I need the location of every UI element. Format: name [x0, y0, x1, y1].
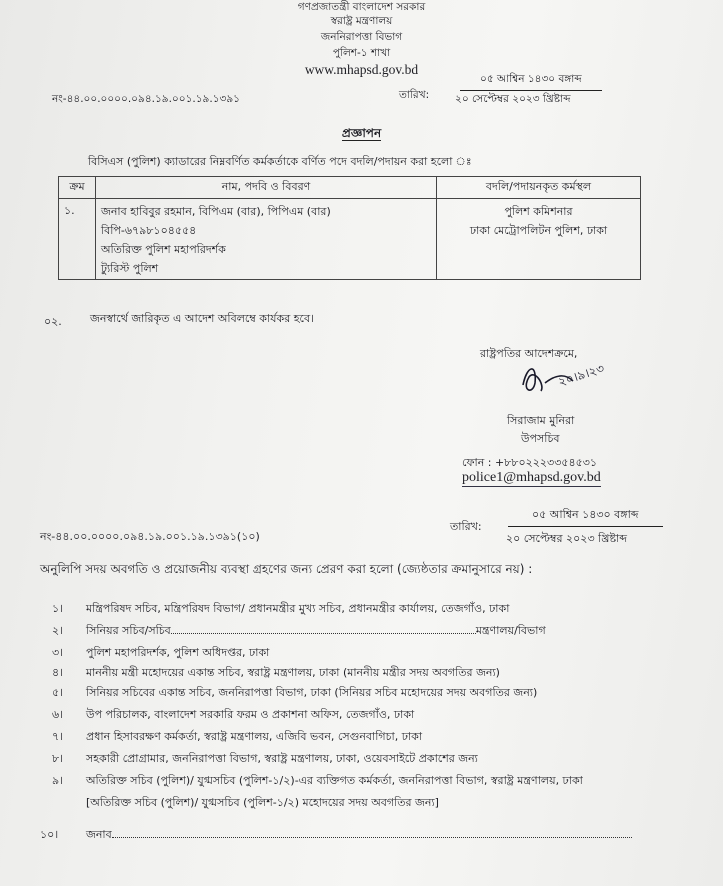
posting-title: পুলিশ কমিশনার: [504, 205, 573, 218]
col-posting: বদলি/পদায়নকৃত কর্মস্থল: [437, 177, 641, 199]
row-serial: ১.: [59, 199, 96, 280]
list-item: ৮। সহকারী প্রোগ্রামার, জননিরাপত্তা বিভাগ, স্বরাষ্ট্র মন্ত্রণালয়, ঢাকা, ওয়েবসাইটে প্রকাশের জন্য: [52, 752, 478, 765]
president-order: রাষ্ট্রপতির আদেশক্রমে,: [480, 347, 578, 360]
transfer-table: [58, 176, 641, 280]
list-item: ১০। জনাব: [40, 826, 632, 845]
para2-number: ০২.: [44, 315, 62, 328]
officer-designation: অতিরিক্ত পুলিশ মহাপরিদর্শক: [101, 243, 226, 256]
header-website[interactable]: www.mhapsd.gov.bd: [304, 62, 419, 77]
copy-memo-number: নং-৪৪.০০.০০০০.০৯৪.১৯.০০১.১৯.১৩৯১(১০): [40, 530, 260, 543]
row-posting: [437, 199, 641, 280]
list-item: ৯। অতিরিক্ত সচিব (পুলিশ)/ যুগ্মসচিব (পুলিশ-১/২)-এর ব্যক্তিগত কর্মকর্তা, জননিরাপত্তা বিভাগ, স্বরাষ্ট্র মন্ত্রণালয়, ঢাকা: [52, 774, 583, 787]
document-title: প্রজ্ঞাপন: [341, 126, 382, 140]
list-item: ৩। পুলিশ মহাপরিদর্শক, পুলিশ অধিদপ্তর, ঢাকা: [52, 646, 270, 659]
date-english: ২০ সেপ্টেম্বর ২০২৩ খ্রিষ্টাব্দ: [455, 93, 571, 105]
list-item: ৬। উপ পরিচালক, বাংলাদেশ সরকারি ফরম ও প্রকাশনা অফিস, তেজগাঁও, ঢাকা: [52, 708, 415, 721]
col-name: নাম, পদবি ও বিবরণ: [96, 177, 437, 199]
date-label: তারিখ:: [399, 89, 430, 101]
signatory-phone: ফোন : +৮৮০২২২৩৩৫৪৫৩১: [462, 456, 598, 469]
signatory-name: সিরাজাম মুনিরা: [507, 414, 575, 427]
intro-text: বিসিএস (পুলিশ) ক্যাডারের নিম্নবর্ণিত কর্মকর্তাকে বর্ণিত পদে বদলি/পদায়ন করা হলো ঃ: [88, 155, 472, 168]
memo-number: নং-৪৪.০০.০০০০.০৯৪.১৯.০০১.১৯.১৩৯১: [52, 93, 240, 105]
list-item: ১। মন্ত্রিপরিষদ সচিব, মন্ত্রিপরিষদ বিভাগ/ প্রধানমন্ত্রীর মুখ্য সচিব, প্রধানমন্ত্রীর কার্যালয়, তেজগাঁও, ঢাকা: [52, 602, 510, 615]
table-header-row: [59, 177, 641, 199]
officer-unit: ট্যুরিস্ট পুলিশ: [101, 262, 159, 275]
para2-text: জনস্বার্থে জারিকৃত এ আদেশ অবিলম্বে কার্যকর হবে।: [90, 312, 315, 325]
officer-id: বিপি-৬৭৯৮১০৪৫৫৪: [101, 224, 197, 237]
header-ministry: স্বরাষ্ট্র মন্ত্রণালয়: [330, 15, 393, 27]
header-branch: পুলিশ-১ শাখা: [332, 47, 391, 59]
copy-date-bangla: ০৫ আশ্বিন ১৪৩০ বঙ্গাব্দ: [508, 506, 663, 527]
signatory-title: উপসচিব: [521, 432, 560, 445]
header-line-1: গণপ্রজাতন্ত্রী বাংলাদেশ সরকার: [297, 1, 426, 13]
signatory-email[interactable]: police1@mhapsd.gov.bd: [462, 470, 601, 485]
svg-text:২০।৯।২৩: ২০।৯।২৩: [556, 361, 606, 390]
list-item-continuation: [অতিরিক্ত সচিব (পুলিশ)/ যুগ্মসচিব (পুলিশ-১/২) মহোদয়ের সদয় অবগতির জন্য]: [86, 796, 439, 809]
list-item: ২। সিনিয়র সচিব/সচিব মন্ত্রণালয়/বিভাগ: [52, 624, 546, 637]
posting-place: ঢাকা মেট্রোপলিটন পুলিশ, ঢাকা: [469, 224, 608, 237]
date-bangla: ০৫ আশ্বিন ১৪৩০ বঙ্গাব্দ: [460, 72, 602, 91]
officer-name: জনাব হাবিবুর রহমান, বিপিএম (বার), পিপিএম (বার): [101, 205, 331, 218]
col-serial: ক্রম: [59, 177, 96, 199]
list-item: ৫। সিনিয়র সচিবের একান্ত সচিব, জননিরাপত্তা বিভাগ, ঢাকা (সিনিয়র সচিব মহোদয়ের সদয় অবগতির জন্য): [52, 686, 538, 699]
list-item: ৭। প্রধান হিসাবরক্ষণ কর্মকর্তা, স্বরাষ্ট্র মন্ত্রণালয়, এজিবি ভবন, সেগুনবাগিচা, ঢাকা: [52, 730, 423, 743]
table-row: [59, 199, 641, 280]
signature-image: [515, 355, 625, 400]
list-item: ৪। মাননীয় মন্ত্রী মহোদয়ের একান্ত সচিব, স্বরাষ্ট্র মন্ত্রণালয়, ঢাকা (মাননীয় মন্ত্রীর সদয় অবগতির জন্য): [52, 666, 500, 679]
copy-intro: অনুলিপি সদয় অবগতি ও প্রয়োজনীয় ব্যবস্থা গ্রহণের জন্য প্রেরণ করা হলো (জ্যেষ্ঠতার ক্রমানুসারে নয়) :: [40, 562, 533, 576]
row-details: [96, 199, 437, 280]
copy-date-label: তারিখ:: [450, 520, 482, 533]
header-division: জননিরাপত্তা বিভাগ: [320, 31, 403, 43]
copy-date-english: ২০ সেপ্টেম্বর ২০২৩ খ্রিষ্টাব্দ: [506, 532, 627, 545]
